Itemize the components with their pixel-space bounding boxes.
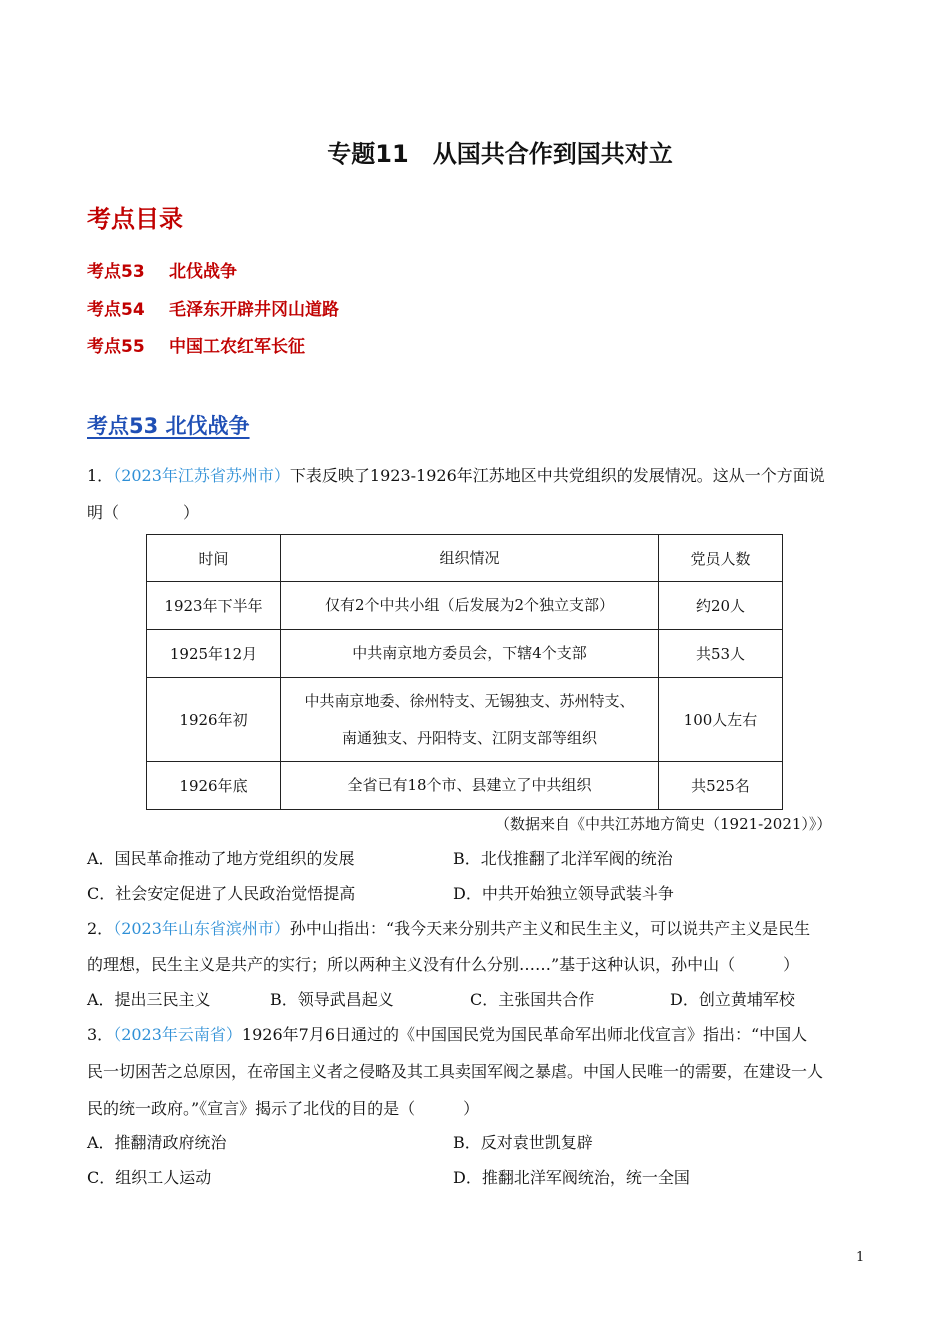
table-cell: 中共南京地委、徐州特支、无锡独支、苏州特支、南通独支、丹阳特支、江阴支部等组织	[281, 678, 659, 762]
table-header-cell: 时间	[147, 535, 281, 582]
question-source: （2023年云南省）	[113, 1025, 242, 1044]
question-source: （2023年山东省滨州市）	[113, 919, 290, 938]
toc-heading: 考点目录	[87, 205, 183, 233]
table-cell: 仅有2个中共小组（后发展为2个独立支部）	[281, 582, 659, 630]
question-number: 2．	[87, 919, 114, 938]
question-3-line-3: 民的统一政府。”《宣言》揭示了北伐的目的是（ ）	[87, 1099, 480, 1118]
question-text: 孙中山指出：“我今天来分别共产主义和民生主义，可以说共产主义是民生	[289, 919, 811, 938]
table-row	[147, 678, 783, 762]
toc-item-number: 考点54	[87, 300, 145, 320]
toc-item-label: 北伐战争	[169, 262, 237, 282]
table-cell: 100人左右	[659, 678, 783, 762]
table-row	[147, 582, 783, 630]
option-b[interactable]: B．北伐推翻了北洋军阀的统治	[453, 849, 673, 868]
option-d[interactable]: D．中共开始独立领导武装斗争	[453, 884, 674, 903]
table-cell: 全省已有18个市、县建立了中共组织	[281, 762, 659, 810]
table-cell: 1923年下半年	[147, 582, 281, 630]
option-d[interactable]: D．创立黄埔军校	[670, 990, 795, 1009]
question-number: 1．	[87, 466, 114, 485]
table-cell: 共53人	[659, 630, 783, 678]
party-development-table	[146, 534, 783, 810]
question-1-line-1	[87, 466, 825, 486]
question-3-line-1	[87, 1025, 807, 1045]
table-header-cell: 党员人数	[659, 535, 783, 582]
toc-item-label: 毛泽东开辟井冈山道路	[169, 300, 339, 320]
toc-item[interactable]	[87, 332, 305, 357]
table-cell: 1925年12月	[147, 630, 281, 678]
question-text: 下表反映了1923-1926年江苏地区中共党组织的发展情况。这从一个方面说	[289, 466, 825, 485]
option-c[interactable]: C．主张国共合作	[470, 990, 595, 1009]
question-3-line-2: 民一切困苦之总原因，在帝国主义者之侵略及其工具卖国军阀之暴虐。中国人民唯一的需要，在建设一人	[87, 1062, 824, 1081]
table-cell: 1926年底	[147, 762, 281, 810]
toc-item-number: 考点53	[87, 262, 145, 282]
table-row	[147, 630, 783, 678]
page-title: 专题11 从国共合作到国共对立	[327, 140, 673, 168]
page-number: 1	[856, 1250, 865, 1265]
option-b[interactable]: B．反对袁世凯复辟	[453, 1133, 593, 1152]
table-row	[147, 762, 783, 810]
table-cell: 约20人	[659, 582, 783, 630]
table-cell: 1926年初	[147, 678, 281, 762]
table-header-row	[147, 535, 783, 582]
question-2-line-2: 的理想，民生主义是共产的实行；所以两种主义没有什么分别……”基于这种认识，孙中山（ ）	[87, 955, 800, 974]
section-heading[interactable]: 考点53 北伐战争	[87, 414, 250, 438]
toc-item-label: 中国工农红军长征	[169, 337, 305, 357]
toc-item-number: 考点55	[87, 337, 145, 357]
table-cell: 共525名	[659, 762, 783, 810]
option-d[interactable]: D．推翻北洋军阀统治，统一全国	[453, 1168, 690, 1187]
option-a[interactable]: A．提出三民主义	[87, 990, 211, 1009]
table-caption: （数据来自《中共江苏地方简史（1921-2021）》）	[495, 815, 832, 833]
option-a[interactable]: A．推翻清政府统治	[87, 1133, 227, 1152]
toc-item[interactable]	[87, 295, 339, 320]
toc-item[interactable]	[87, 257, 237, 282]
question-source: （2023年江苏省苏州市）	[113, 466, 290, 485]
question-2-line-1	[87, 919, 810, 939]
question-text: 1926年7月6日通过的《中国国民党为国民革命军出师北伐宣言》指出：“中国人	[241, 1025, 808, 1044]
table-cell: 中共南京地方委员会，下辖4个支部	[281, 630, 659, 678]
question-number: 3．	[87, 1025, 114, 1044]
option-b[interactable]: B．领导武昌起义	[270, 990, 394, 1009]
question-1-line-2: 明（ ）	[87, 503, 200, 522]
option-c[interactable]: C．组织工人运动	[87, 1168, 212, 1187]
option-a[interactable]: A．国民革命推动了地方党组织的发展	[87, 849, 355, 868]
option-c[interactable]: C．社会安定促进了人民政治觉悟提高	[87, 884, 356, 903]
table-header-cell: 组织情况	[281, 535, 659, 582]
